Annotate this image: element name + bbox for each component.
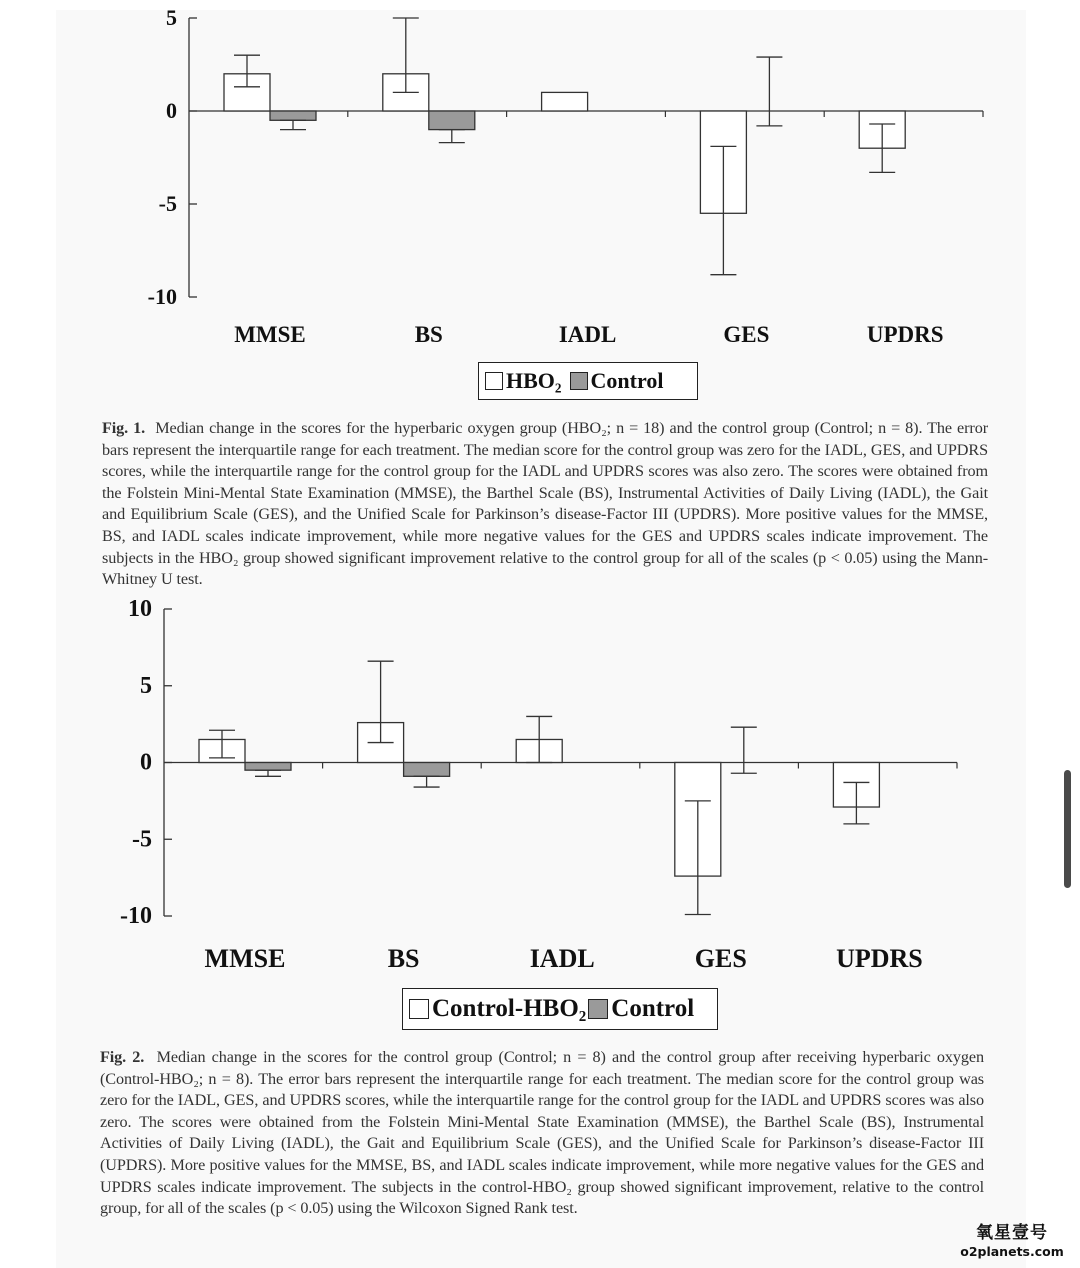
legend-label-control-2: Control [611, 995, 695, 1022]
bar-2-s1-MMSE [245, 763, 291, 771]
category-label-1-MMSE: MMSE [234, 322, 306, 347]
y-tick-label-1-2: -5 [158, 191, 177, 216]
legend-label-hbo2: HBO₂ [506, 368, 562, 393]
category-label-1-UPDRS: UPDRS [866, 322, 944, 347]
y-tick-label-2-1: 5 [140, 672, 152, 699]
legend-label-control: Control [590, 368, 664, 393]
caption-fig2 [100, 1047, 984, 1220]
category-label-1-BS: BS [414, 322, 443, 347]
caption-fig1-text: Median change in the scores for the hyperbaric oxygen group (HBO₂; n = 18) and the control group (Control; n = 8). The error bars represent the interquartile range for each treatment. The median score for the control group was zero for the IADL, GES, and UPDRS scores, while the interquartile range for the control group for the IADL and UPDRS scores was also zero. The scores were obtained from the Folstein Mini-Mental State Examination (MMSE), the Barthel Scale (BS), Instrumental Activities of Daily Living (IADL), the Gait and Equilibrium Scale (GES), and the Unified Scale for Parkinson’s disease-Factor III (UPDRS). More positive values for the MMSE, BS, and IADL scales indicate improvement, while more negative values for the GES and UPDRS scales indicate improvement. The subjects in the HBO₂ group showed significant improvement relative to the control group for all of the scales (p < 0.05) using the Mann-Whitney U test. [102, 419, 988, 589]
category-label-2-IADL: IADL [529, 944, 595, 973]
category-label-1-IADL: IADL [558, 322, 617, 347]
watermark-url: o2planets.com [960, 1244, 1064, 1259]
y-tick-label-1-0: 5 [166, 5, 177, 30]
y-tick-label-1-1: 0 [166, 98, 177, 123]
caption-fig2-text: Median change in the scores for the control group (Control; n = 8) and the control group after receiving hyperbaric oxygen (Control-HBO₂; n = 8). The error bars represent the interquartile range for each treatment. The median score for the control group was zero for the IADL, GES, and UPDRS scores, while the interquartile range for the control group for the IADL and UPDRS scores was also zero. The scores were obtained from the Folstein Mini-Mental State Examination (MMSE), the Barthel Scale (BS), Instrumental Activities of Daily Living (IADL), the Gait and Equilibrium Scale (GES), and the Unified Scale for Parkinson’s disease-Factor III (UPDRS). More positive values for the MMSE, BS, and IADL scales indicate improvement, while more negative values for the GES and UPDRS scales indicate improvement. The subjects in the control-HBO₂ group showed significant improvement, relative to the control group, for all of the scales (p < 0.05) using the Wilcoxon Signed Rank test. [100, 1048, 984, 1218]
category-label-2-MMSE: MMSE [204, 944, 286, 973]
watermark-chinese: 氧星壹号 [976, 1223, 1048, 1243]
y-tick-label-2-2: 0 [140, 749, 152, 776]
legend-swatch-control-2 [588, 999, 608, 1019]
category-label-2-UPDRS: UPDRS [836, 944, 923, 973]
caption-fig1-label: Fig. 1. [102, 419, 146, 437]
y-tick-label-2-0: 10 [128, 596, 152, 622]
category-label-1-GES: GES [723, 322, 770, 347]
category-label-2-BS: BS [387, 944, 420, 973]
y-tick-label-1-3: -10 [147, 284, 177, 309]
watermark-logo [952, 1222, 1072, 1260]
bar-2-s1-BS [404, 763, 450, 777]
scrollbar-thumb[interactable] [1064, 770, 1071, 888]
legend-swatch-control-hbo2 [409, 999, 429, 1019]
legend-label-control-hbo2: Control-HBO₂ [432, 995, 587, 1022]
y-tick-label-2-3: -5 [132, 826, 152, 853]
y-tick-label-2-4: -10 [120, 903, 152, 929]
category-label-2-GES: GES [694, 944, 747, 973]
legend-fig2 [402, 988, 718, 1030]
caption-fig2-label: Fig. 2. [100, 1048, 145, 1066]
